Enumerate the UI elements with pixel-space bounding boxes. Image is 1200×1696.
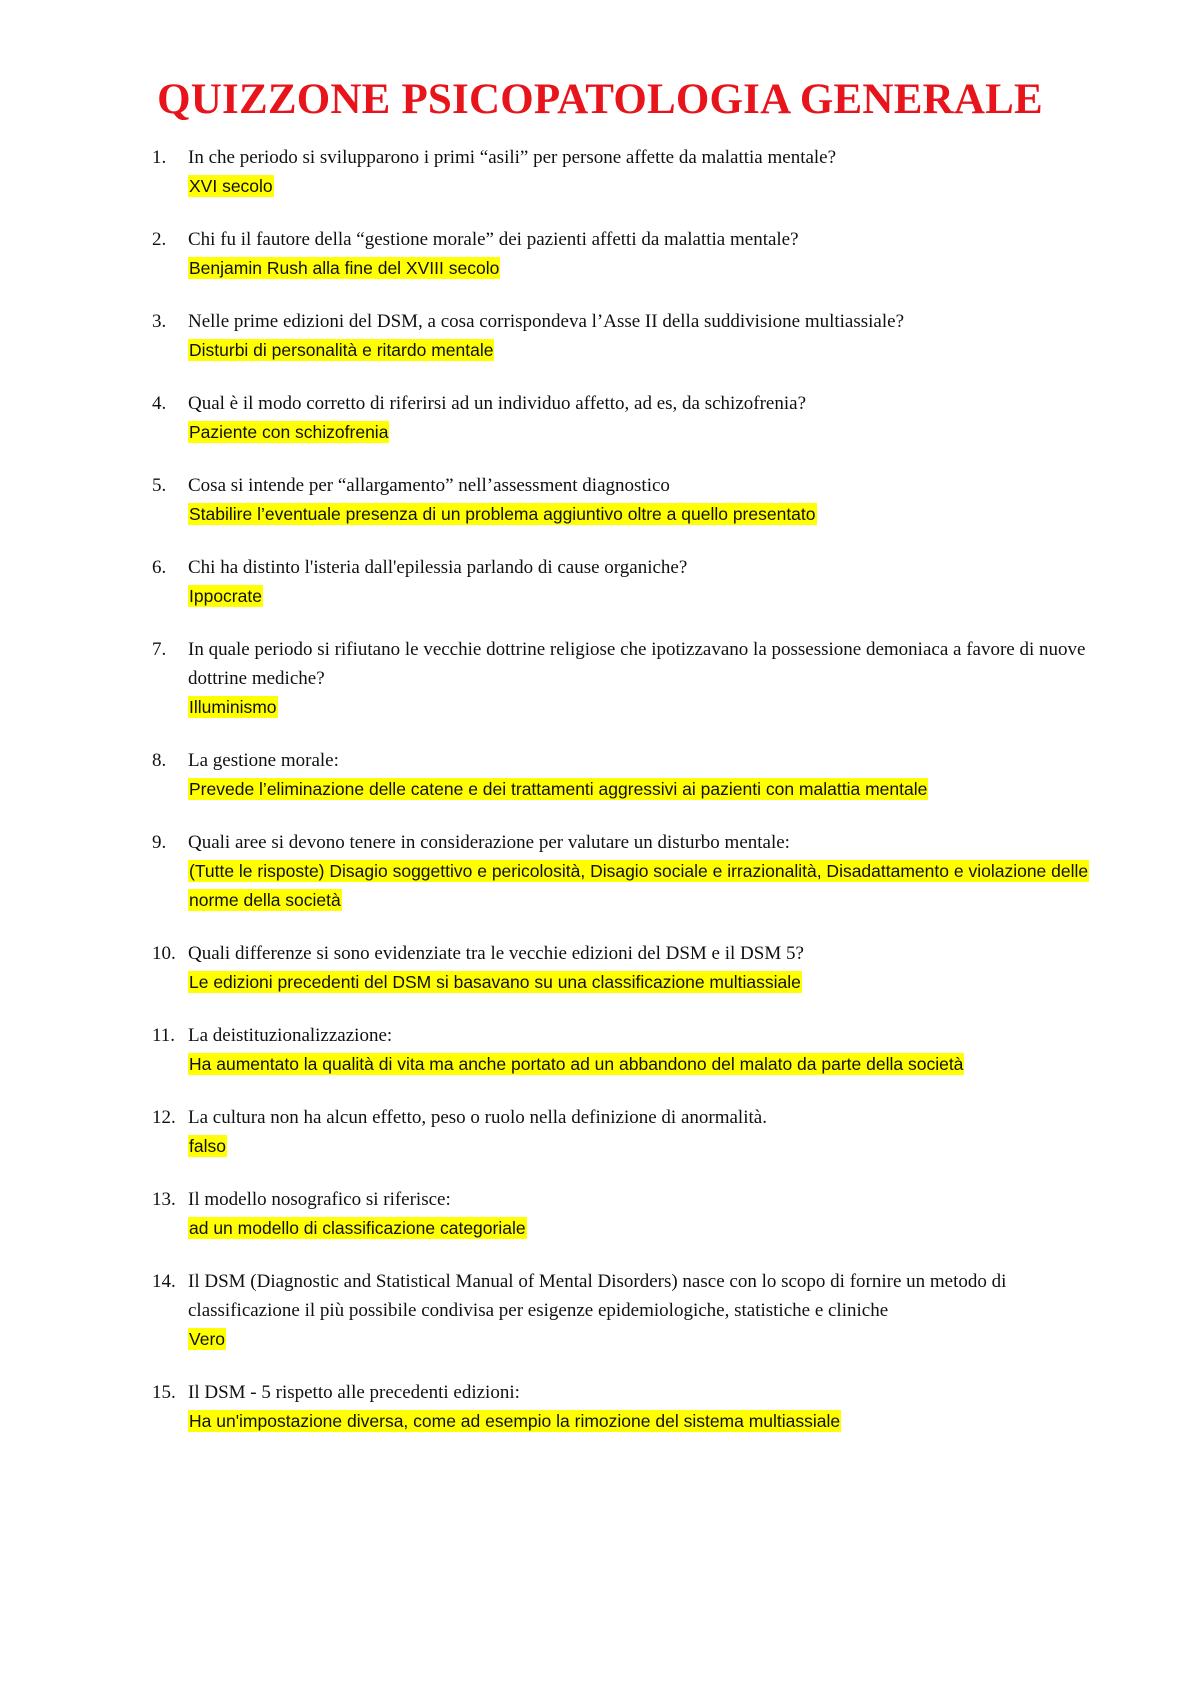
page-title: QUIZZONE PSICOPATOLOGIA GENERALE bbox=[157, 76, 1043, 123]
answer-highlight: (Tutte le risposte) Disagio soggettivo e pericolosità, Disagio sociale e irrazionalità, Disadattamento e violazione delle norme della società bbox=[189, 861, 1089, 910]
question-number: 6. bbox=[152, 557, 167, 578]
question-list bbox=[152, 143, 1102, 1436]
question-item bbox=[152, 389, 1102, 447]
question-text: Chi ha distinto l'isteria dall'epilessia parlando di cause organiche? bbox=[188, 557, 688, 578]
answer-highlight: Prevede l’eliminazione delle catene e dei trattamenti aggressivi ai pazienti con malattia mentale bbox=[189, 779, 928, 799]
answer-highlight: Le edizioni precedenti del DSM si basavano su una classificazione multiassiale bbox=[189, 972, 801, 992]
question-number: 14. bbox=[152, 1271, 176, 1292]
question-text: La gestione morale: bbox=[188, 750, 339, 771]
question-number: 15. bbox=[152, 1382, 176, 1403]
answer-highlight: Vero bbox=[189, 1329, 225, 1349]
question-number: 8. bbox=[152, 750, 167, 771]
question-text: Il modello nosografico si riferisce: bbox=[188, 1189, 451, 1210]
answer-highlight: falso bbox=[189, 1136, 226, 1156]
question-text: La deistituzionalizzazione: bbox=[188, 1025, 393, 1046]
answer-highlight: Benjamin Rush alla fine del XVIII secolo bbox=[189, 258, 500, 278]
question-item bbox=[152, 225, 1102, 283]
question-item bbox=[152, 746, 1102, 804]
question-text: In che periodo si svilupparono i primi “asili” per persone affette da malattia mentale? bbox=[188, 147, 837, 168]
question-item bbox=[152, 635, 1102, 722]
question-number: 9. bbox=[152, 832, 167, 853]
question-number: 2. bbox=[152, 229, 167, 250]
question-text: Il DSM (Diagnostic and Statistical Manual of Mental Disorders) nasce con lo scopo di fornire un metodo di classificazione il più possibile condivisa per esigenze epidemiologiche, statistiche e cliniche bbox=[188, 1271, 1007, 1321]
question-item bbox=[152, 1378, 1102, 1436]
question-item bbox=[152, 1185, 1102, 1243]
question-text: Chi fu il fautore della “gestione morale” dei pazienti affetti da malattia mentale? bbox=[188, 229, 799, 250]
question-item bbox=[152, 1021, 1102, 1079]
question-text: Nelle prime edizioni del DSM, a cosa corrispondeva l’Asse II della suddivisione multiassiale? bbox=[188, 311, 905, 332]
question-item bbox=[152, 307, 1102, 365]
question-number: 10. bbox=[152, 943, 176, 964]
question-number: 12. bbox=[152, 1107, 176, 1128]
answer-highlight: Ha aumentato la qualità di vita ma anche portato ad un abbandono del malato da parte della società bbox=[189, 1054, 964, 1074]
answer-highlight: ad un modello di classificazione categoriale bbox=[189, 1218, 526, 1238]
question-item bbox=[152, 1267, 1102, 1354]
question-number: 4. bbox=[152, 393, 167, 414]
question-item bbox=[152, 939, 1102, 997]
question-item bbox=[152, 471, 1102, 529]
answer-highlight: XVI secolo bbox=[189, 176, 273, 196]
answer-highlight: Disturbi di personalità e ritardo mentale bbox=[189, 340, 494, 360]
answer-highlight: Stabilire l’eventuale presenza di un problema aggiuntivo oltre a quello presentato bbox=[189, 504, 816, 524]
question-number: 3. bbox=[152, 311, 167, 332]
question-number: 1. bbox=[152, 147, 167, 168]
question-text: Cosa si intende per “allargamento” nell’assessment diagnostico bbox=[188, 475, 670, 496]
question-item bbox=[152, 143, 1102, 201]
answer-highlight: Ha un'impostazione diversa, come ad esempio la rimozione del sistema multiassiale bbox=[189, 1411, 841, 1431]
answer-highlight: Illuminismo bbox=[189, 697, 277, 717]
question-text: In quale periodo si rifiutano le vecchie dottrine religiose che ipotizzavano la possessione demoniaca a favore di nuove dottrine mediche? bbox=[188, 639, 1086, 689]
question-number: 7. bbox=[152, 639, 167, 660]
question-text: Qual è il modo corretto di riferirsi ad un individuo affetto, ad es, da schizofrenia? bbox=[188, 393, 807, 414]
question-text: Il DSM - 5 rispetto alle precedenti edizioni: bbox=[188, 1382, 520, 1403]
question-number: 5. bbox=[152, 475, 167, 496]
question-item bbox=[152, 1103, 1102, 1161]
question-number: 11. bbox=[152, 1025, 176, 1046]
question-item bbox=[152, 553, 1102, 611]
question-text: Quali differenze si sono evidenziate tra le vecchie edizioni del DSM e il DSM 5? bbox=[188, 943, 804, 964]
answer-highlight: Paziente con schizofrenia bbox=[189, 422, 389, 442]
answer-highlight: Ippocrate bbox=[189, 586, 262, 606]
question-item bbox=[152, 828, 1102, 915]
question-number: 13. bbox=[152, 1189, 176, 1210]
question-text: Quali aree si devono tenere in considerazione per valutare un disturbo mentale: bbox=[188, 832, 790, 853]
question-text: La cultura non ha alcun effetto, peso o ruolo nella definizione di anormalità. bbox=[188, 1107, 767, 1128]
